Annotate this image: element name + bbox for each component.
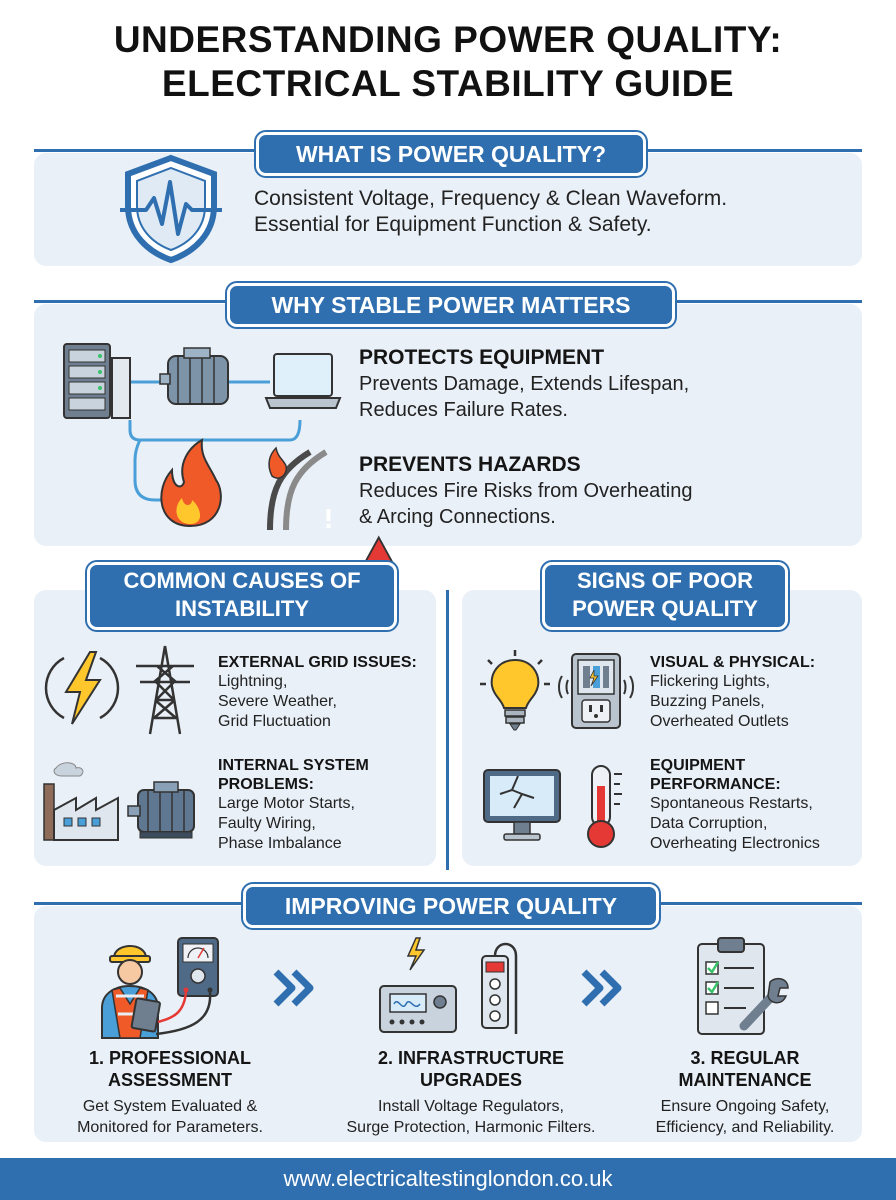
step-desc: Surge Protection, Harmonic Filters. [346,1119,596,1136]
signs-heading-line-1: SIGNS OF POOR [576,568,754,593]
causes-item-internal [218,756,369,854]
double-chevron-icon [580,968,626,1008]
what-description [254,186,727,238]
step-title: 2. INFRASTRUCTURE [377,1048,564,1068]
step-title: 3. REGULAR [690,1048,800,1068]
improve-heading: IMPROVING POWER QUALITY [243,884,659,928]
lightning-icon [46,648,118,728]
improve-step-2 [318,1047,624,1138]
causes-item-line: Lightning, [218,673,288,690]
signs-item-equipment [650,756,820,854]
why-item-line: Reduces Failure Rates. [359,399,568,421]
signs-heading-line-2: POWER QUALITY [572,596,758,621]
flickering-bulb-icon [480,650,550,734]
factory-motor-icon [40,760,210,844]
causes-item-line: Grid Fluctuation [218,713,331,730]
signs-item-line: Flickering Lights, [650,673,771,690]
why-item-title: PROTECTS EQUIPMENT [359,346,605,369]
signs-item-line: Overheating Electronics [650,835,820,852]
title-line-1: UNDERSTANDING POWER QUALITY: [113,19,783,60]
footer-url-link[interactable]: www.electricaltestinglondon.co.uk [283,1166,613,1191]
signs-item-line: Buzzing Panels, [650,693,765,710]
signs-item-title: PERFORMANCE: [650,776,781,793]
causes-heading-line-2: INSTABILITY [174,596,310,621]
step-desc: Install Voltage Regulators, [378,1098,564,1115]
footer-bar [0,1158,896,1200]
causes-heading [87,562,397,630]
technician-multimeter-icon [96,934,236,1044]
causes-item-title: EXTERNAL GRID ISSUES: [218,654,417,671]
why-item-line: Reduces Fire Risks from Overheating [359,480,693,502]
causes-item-line: Phase Imbalance [218,835,342,852]
shield-waveform-icon [116,154,226,264]
step-desc: Efficiency, and Reliability. [655,1119,835,1136]
signs-item-line: Overheated Outlets [650,713,789,730]
improve-step-3 [630,1047,860,1138]
checklist-wrench-icon [694,934,794,1038]
step-desc: Ensure Ongoing Safety, [660,1098,830,1115]
signs-heading [542,562,788,630]
causes-heading-line-1: COMMON CAUSES OF [123,568,361,593]
buzzing-panel-icon [556,650,636,732]
signs-item-line: Data Corruption, [650,815,768,832]
why-item-line: Prevents Damage, Extends Lifespan, [359,373,690,395]
step-title: MAINTENANCE [678,1070,812,1090]
thermometer-icon [580,762,630,850]
equipment-wiring-icon [60,340,340,530]
signs-item-title: VISUAL & PHYSICAL: [650,654,816,671]
title-line-2: ELECTRICAL STABILITY GUIDE [161,63,735,104]
improve-step-1 [40,1047,300,1138]
why-item-title: PREVENTS HAZARDS [359,453,581,476]
why-item-line: & Arcing Connections. [359,506,556,528]
why-item-hazards [359,453,692,530]
column-divider [446,590,449,870]
what-line-1: Consistent Voltage, Frequency & Clean Waveform. [254,187,728,210]
causes-item-line: Large Motor Starts, [218,795,355,812]
what-heading: WHAT IS POWER QUALITY? [256,132,646,176]
power-tower-icon [130,644,200,736]
signs-item-line: Spontaneous Restarts, [650,795,813,812]
step-desc: Monitored for Parameters. [77,1119,263,1136]
why-item-protects [359,346,689,423]
regulator-surge-strip-icon [376,934,526,1038]
causes-item-line: Faulty Wiring, [218,815,316,832]
causes-item-line: Severe Weather, [218,693,337,710]
step-desc: Get System Evaluated & [82,1098,258,1115]
what-line-2: Essential for Equipment Function & Safety. [254,213,652,236]
signs-item-title: EQUIPMENT [650,757,746,774]
signs-item-visual [650,653,815,732]
double-chevron-icon [272,968,318,1008]
step-title: 1. PROFESSIONAL [88,1048,252,1068]
causes-item-title: INTERNAL SYSTEM [218,757,369,774]
why-heading: WHY STABLE POWER MATTERS [227,283,675,327]
causes-item-external [218,653,417,732]
broken-monitor-icon [482,764,566,844]
page-title [0,18,896,106]
causes-item-title: PROBLEMS: [218,776,314,793]
step-title: UPGRADES [419,1070,522,1090]
step-title: ASSESSMENT [107,1070,233,1090]
